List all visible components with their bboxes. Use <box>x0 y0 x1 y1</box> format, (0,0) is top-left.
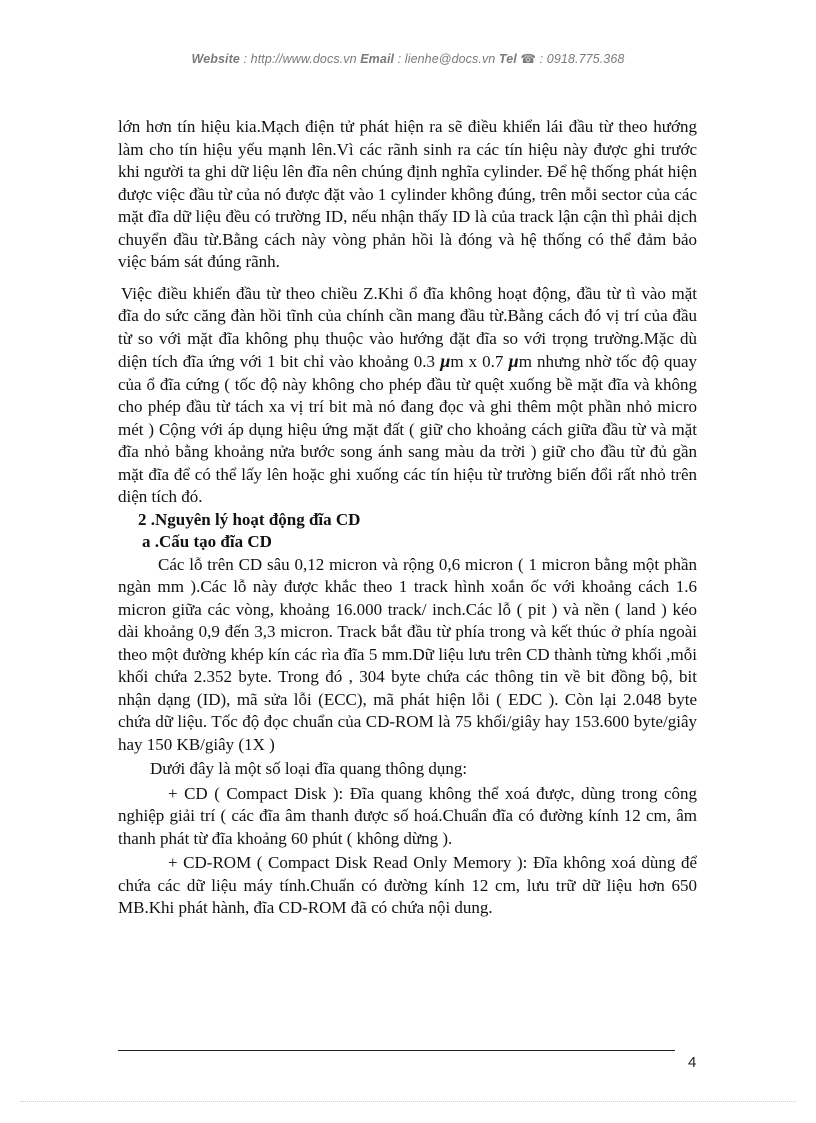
email-value: : lienhe@docs.vn <box>394 52 499 66</box>
page-bottom-border <box>20 1101 796 1102</box>
website-label: Website <box>191 52 240 66</box>
list-item-cd: + CD ( Compact Disk ): Đĩa quang không thể xoá được, dùng trong công nghiệp giải trí ( các đĩa âm thanh được số hoá.Chuẩn đĩa có đường kính 12 cm, âm thanh phát từ đĩa khoảng 60 phút ( không dừng ). <box>118 783 697 848</box>
micro-symbol: µ <box>440 351 451 371</box>
paragraph-disc-types-intro: Dưới đây là một số loại đĩa quang thông dụng: <box>150 759 468 778</box>
paragraph-z-axis-part1: Việc điều khiển đầu từ theo chiều Z.Khi ổ đĩa không hoạt động, đầu từ tì vào mặt đĩa do sức căng đàn hồi tĩnh của chính cần mang đầu từ.Bằng cách đó vị trí của đầu từ so với mặt đĩa không phụ thuộc vào hướng đặt đĩa so với trọng trường.Mặc dù diện tích đĩa ứng với 1 bit chỉ vào khoảng 0.3 <box>118 283 697 371</box>
paragraph-z-axis-part2: m x 0.7 <box>450 352 509 371</box>
section-heading: 2 .Nguyên lý hoạt động đĩa CD <box>138 509 361 529</box>
page-number: 4 <box>688 1054 697 1071</box>
footer-divider <box>118 1050 675 1051</box>
paragraph-z-axis-part3: m nhưng nhờ tốc độ quay của ổ đĩa cứng ( tốc độ này không cho phép đầu từ quệt xuống bề mặt đĩa và không cho phép đầu từ tách xa vị trí bit mà nó đang đọc và ghi thêm một phần nhỏ micro mét ) Cộng với áp dụng hiệu ứng mặt đất ( giữ cho khoảng cách giữa đầu từ và mặt đĩa nhỏ bằng khoảng nửa bước song ánh sang màu da trời ) giữ cho đầu từ đủ gần mặt đĩa để có thể lấy lên hoặc ghi xuống các tín hiệu từ trường biến đổi rất nhỏ trên diện tích đó. <box>118 352 697 506</box>
email-label: Email <box>360 52 395 66</box>
paragraph-head-tracking: lớn hơn tín hiệu kia.Mạch điện tử phát hiện ra sẽ điều khiển lái đầu từ theo hướng làm cho tín hiệu yếu mạnh lên.Vì các rãnh sinh ra các tín hiệu này được ghi trước khi người ta ghi dữ liệu lên đĩa nên chúng định nghĩa cylinder. Để hệ thống phát hiện được việc đầu từ của nó được đặt vào 1 cylinder không đúng, trên mỗi sector của các mặt đĩa dữ liệu đều có trường ID, nếu nhận thấy ID là của track lận cận thì phải dịch chuyển đầu từ.Bằng cách này vòng phản hồi là đóng và hệ thống có thể đảm bảo việc bám sát đúng rãnh. <box>118 117 697 271</box>
micro-symbol: µ <box>508 351 519 371</box>
document-body <box>118 116 697 920</box>
website-value: : http://www.docs.vn <box>239 52 361 66</box>
tel-label: Tel <box>498 52 517 66</box>
subsection-heading: a .Cấu tạo đĩa CD <box>142 532 272 551</box>
tel-value: ☎ : 0918.775.368 <box>516 52 625 66</box>
paragraph-cd-structure: Các lỗ trên CD sâu 0,12 micron và rộng 0,6 micron ( 1 micron bằng một phần ngàn mm ).Các lỗ này được khắc theo 1 track hình xoắn ốc với khoảng cách 1.6 micron giữa các vòng, khoảng 16.000 track/ inch.Các lỗ ( pit ) và nền ( land ) kéo dài khoảng 0,9 đến 3,3 micron. Track bắt đầu từ phía trong và kết thúc ở phía ngoài theo một đường khép kín các rìa đĩa 5 mm.Dữ liệu lưu trên CD thành từng khối ,mỗi khối chứa 2.352 byte. Trong đó , 304 byte chứa các thông tin về bit đồng bộ, bit nhận dạng (ID), mã sửa lỗi (ECC), mã phát hiện lỗi ( EDC ). Còn lại 2.048 byte chứa dữ liệu. Tốc độ đọc chuẩn của CD-ROM là 75 khối/giây hay 153.600 byte/giây hay 150 KB/giây (1X ) <box>118 554 697 754</box>
page-header <box>0 51 816 66</box>
paragraph-z-axis <box>118 283 697 509</box>
list-item-cd-rom: + CD-ROM ( Compact Disk Read Only Memory ): Đĩa không xoá dùng để chứa các dữ liệu máy tính.Chuẩn có đường kính 12 cm, lưu trữ dữ liệu hơn 650 MB.Khi phát hành, đĩa CD-ROM đã có chứa nội dung. <box>118 853 697 917</box>
